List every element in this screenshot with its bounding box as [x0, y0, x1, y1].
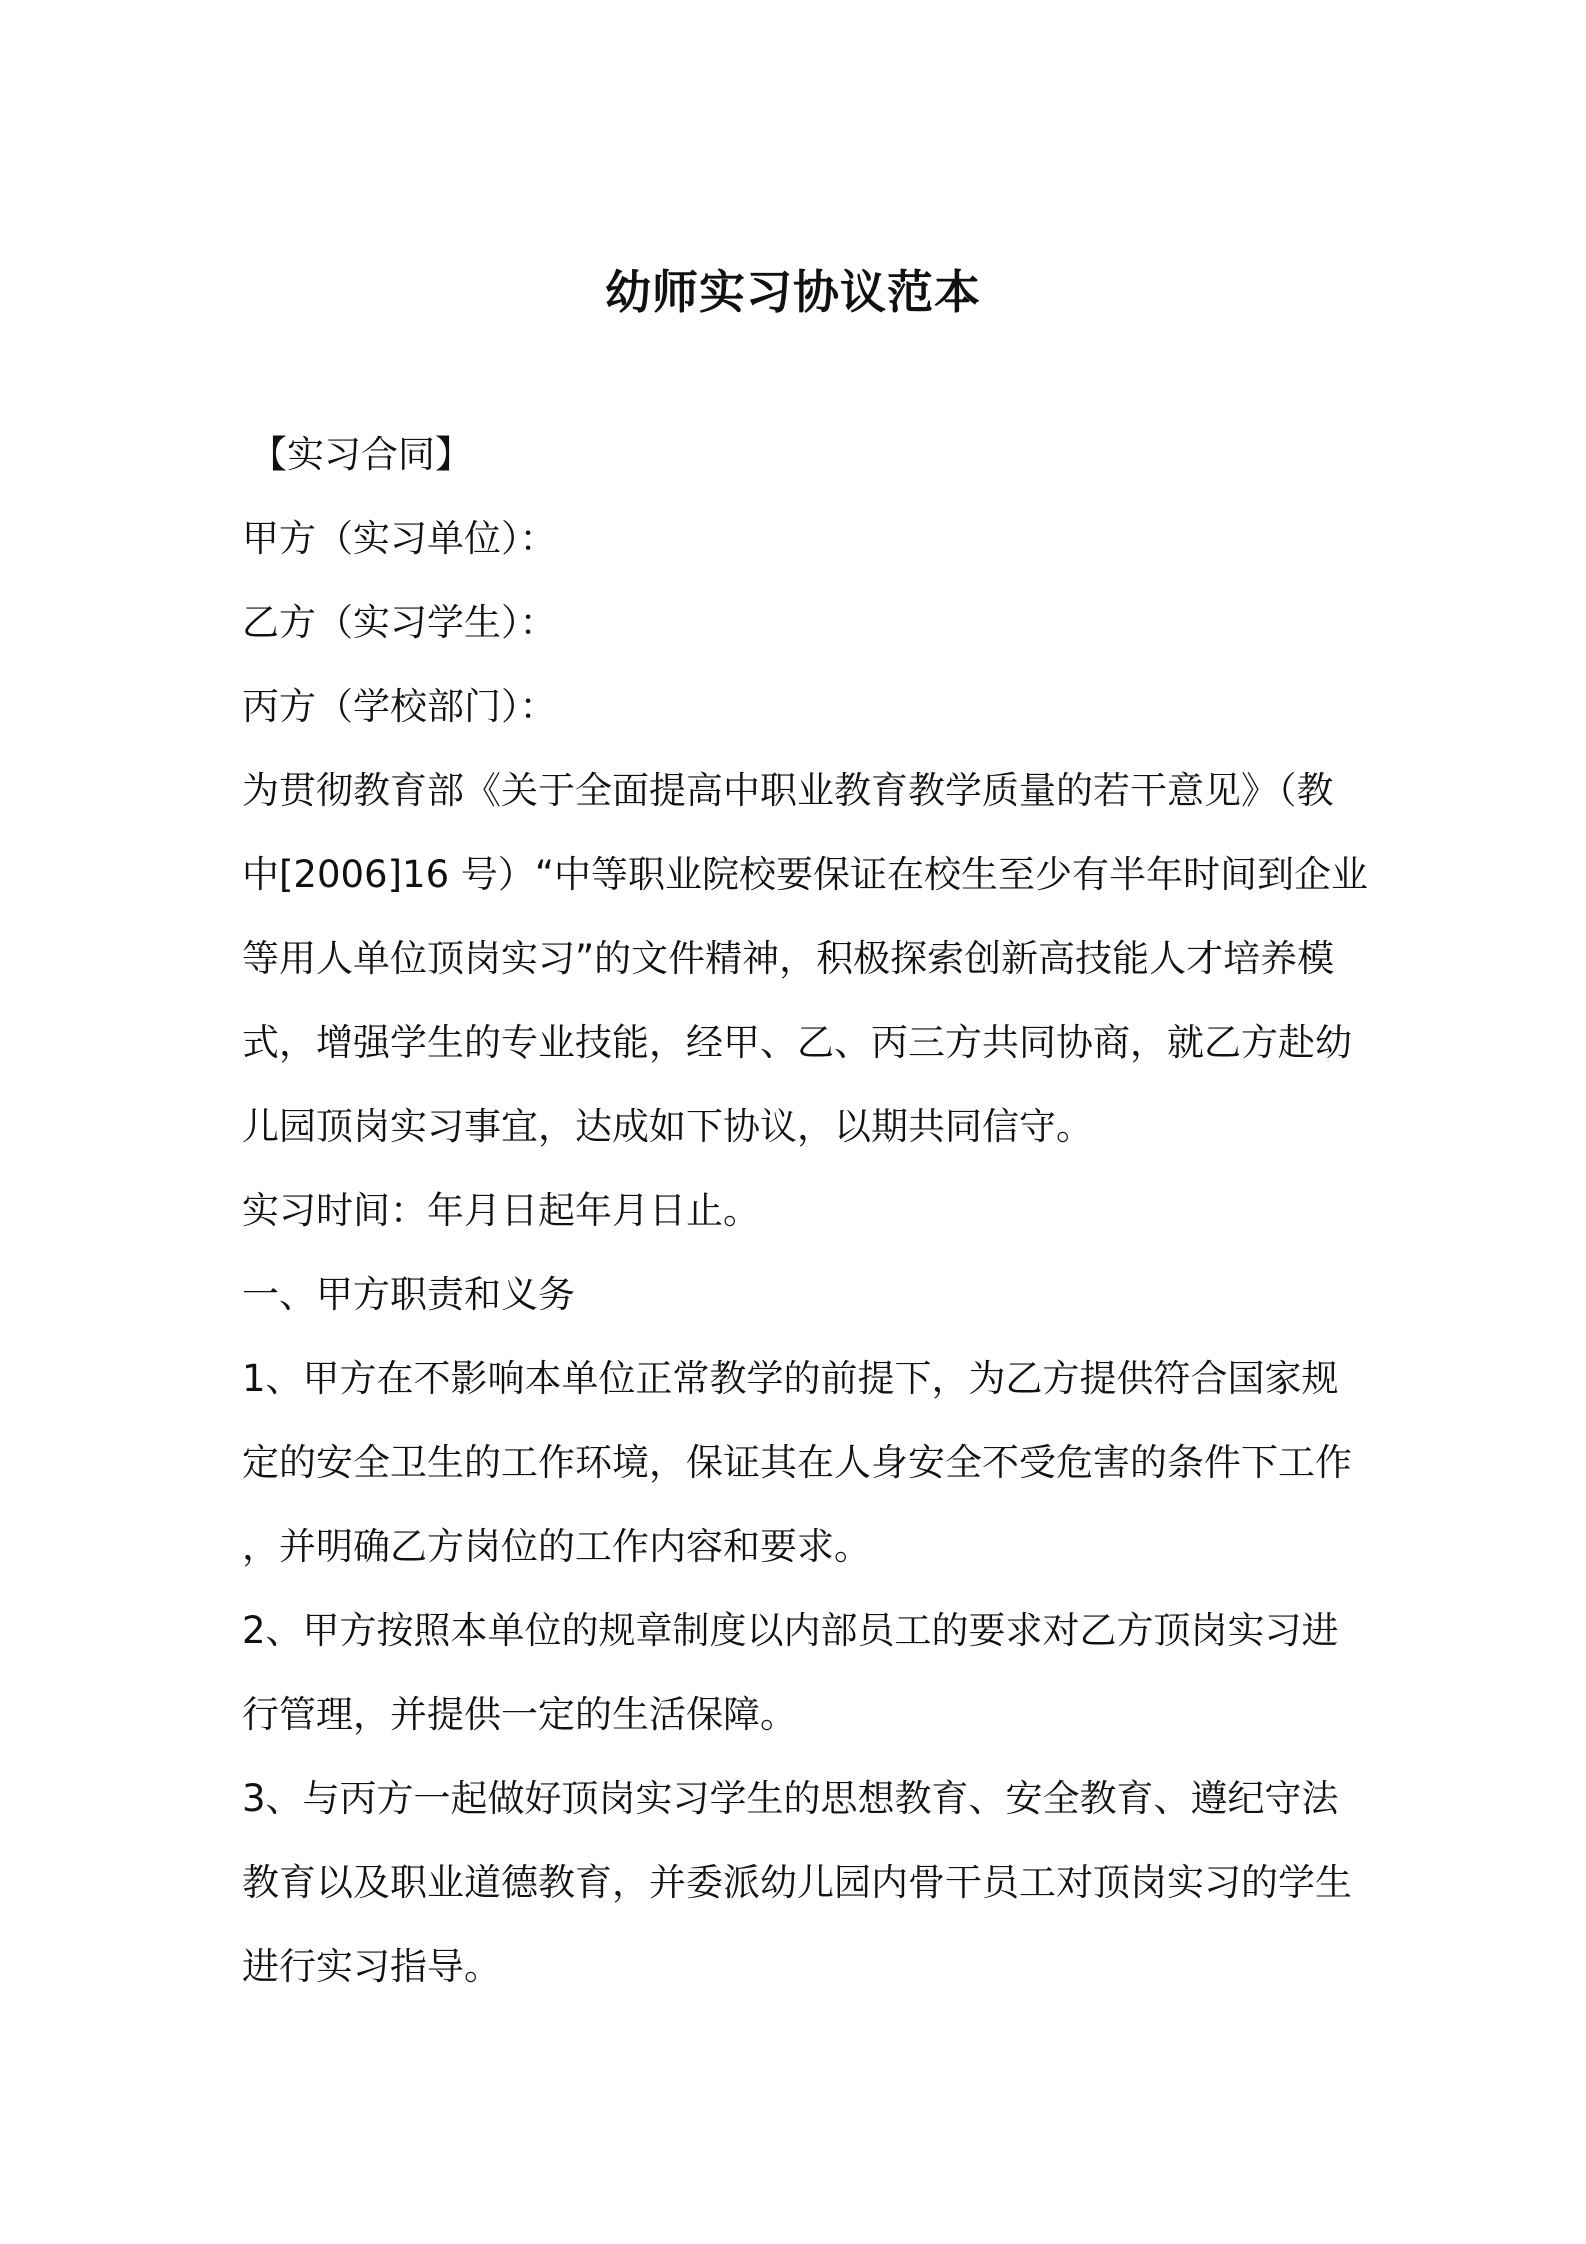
clause-line: 教育以及职业道德教育，并委派幼儿园内骨干员工对顶岗实习的学生: [242, 1861, 1352, 1904]
preamble-line: 式，增强学生的专业技能，经甲、乙、丙三方共同协商，就乙方赴幼: [242, 1021, 1352, 1064]
clause-line: 定的安全卫生的工作环境，保证其在人身安全不受危害的条件下工作: [242, 1441, 1352, 1484]
party-a-line: 甲方（实习单位）：: [242, 517, 557, 560]
clause-line: 3、与丙方一起做好顶岗实习学生的思想教育、安全教育、遵纪守法: [242, 1777, 1339, 1820]
preamble-line: 等用人单位顶岗实习”的文件精神，积极探索创新高技能人才培养模: [242, 937, 1335, 980]
party-b-line: 乙方（实习学生）：: [242, 601, 557, 644]
party-c-line: 丙方（学校部门）：: [242, 685, 557, 728]
clause-line: ，并明确乙方岗位的工作内容和要求。: [242, 1525, 871, 1568]
document-title: 幼师实习协议范本: [605, 265, 981, 319]
contract-heading: 【实习合同】: [250, 433, 472, 476]
section-heading: 一、甲方职责和义务: [242, 1273, 575, 1316]
clause-line: 行管理，并提供一定的生活保障。: [242, 1693, 797, 1736]
preamble-line: 中[2006]16 号）“中等职业院校要保证在校生至少有半年时间到企业: [242, 853, 1369, 896]
clause-line: 1、甲方在不影响本单位正常教学的前提下，为乙方提供符合国家规: [242, 1357, 1339, 1400]
clause-line: 进行实习指导。: [242, 1945, 501, 1988]
internship-period-line: 实习时间：年月日起年月日止。: [242, 1189, 760, 1232]
preamble-line: 儿园顶岗实习事宜，达成如下协议，以期共同信守。: [242, 1105, 1093, 1148]
preamble-line: 为贯彻教育部《关于全面提高中职业教育教学质量的若干意见》（教: [242, 769, 1334, 812]
document-body: [242, 413, 1369, 2009]
clause-line: 2、甲方按照本单位的规章制度以内部员工的要求对乙方顶岗实习进: [242, 1609, 1339, 1652]
